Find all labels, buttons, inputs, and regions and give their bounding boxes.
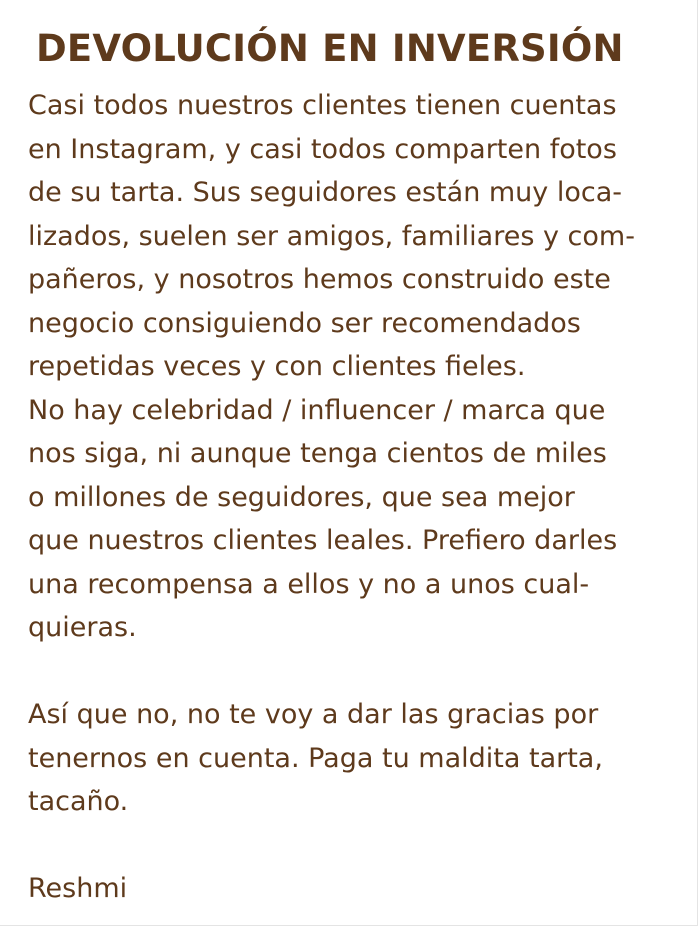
paragraph-2-line-4: que nuestros clientes leales. Prefiero darles (28, 525, 618, 556)
paragraph-2-line-2: nos siga, ni aunque tenga cientos de miles (28, 438, 607, 469)
paragraph-2-line-3: o millones de seguidores, que sea mejor (28, 481, 575, 513)
paragraph-2-line-5: una recompensa a ellos y no a unos cual- (28, 568, 590, 600)
cropped-text-remnant (28, 918, 508, 926)
paragraph-3-line-3: tacaño. (28, 786, 129, 817)
paragraph-1-line-5: pañeros, y nosotros hemos construido este (28, 264, 611, 295)
paragraph-spacer (28, 824, 688, 868)
paragraph-1-line-2: en Instagram, y casi todos comparten fotos (28, 133, 617, 165)
paragraph-2-line-1: No hay celebridad / influencer / marca que (28, 394, 606, 426)
paragraph-3-line-2: tenernos en cuenta. Paga tu maldita tarta, (28, 742, 603, 774)
paragraph-1-line-4: lizados, suelen ser amigos, familiares y com- (28, 220, 635, 252)
paragraph-1-line-6: negocio consiguiendo ser recomendados (28, 307, 581, 339)
paragraph-3-line-1: Así que no, no te voy a dar las gracias por (28, 699, 599, 730)
paragraph-spacer (28, 650, 688, 694)
letter-body (28, 84, 688, 911)
paragraph-1-line-3: de su tarta. Sus seguidores están muy loca- (28, 177, 623, 208)
paragraph-1-line-1: Casi todos nuestros clientes tienen cuentas (28, 90, 617, 121)
paragraph-1-line-7: repetidas veces y con clientes fieles. (28, 351, 526, 382)
signature: Reshmi (28, 873, 128, 904)
paragraph-2-line-6: quieras. (28, 612, 137, 643)
letter-title: DEVOLUCIÓN EN INVERSIÓN (36, 27, 624, 70)
